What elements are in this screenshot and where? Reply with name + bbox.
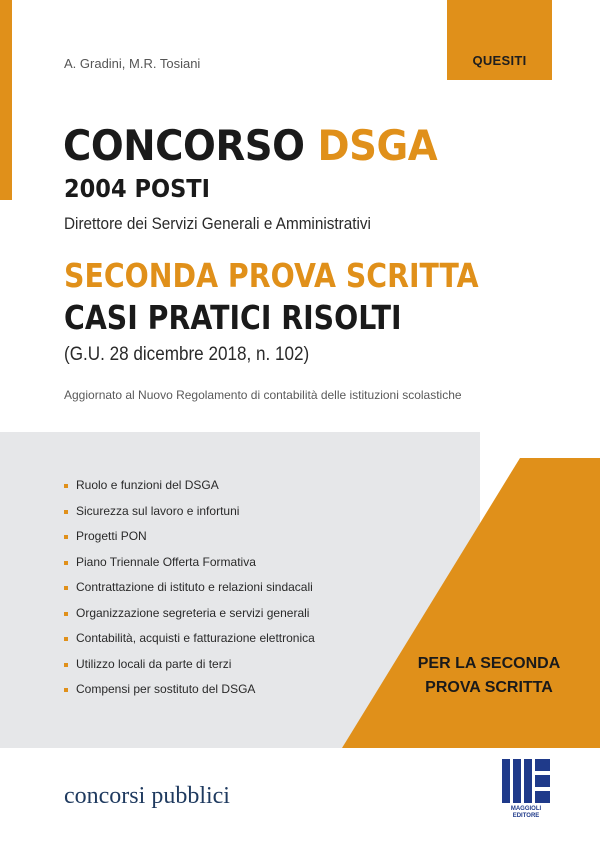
updated-note: Aggiornato al Nuovo Regolamento di contabilità delle istituzioni scolastiche: [64, 388, 462, 402]
subtitle-cases: CASI PRATICI RISOLTI: [64, 298, 402, 337]
bullet-icon: [64, 612, 68, 616]
topic-text: Contrattazione di istituto e relazioni sindacali: [76, 580, 313, 594]
authors: A. Gradini, M.R. Tosiani: [64, 56, 201, 71]
list-item: [64, 504, 315, 530]
publisher-name: [500, 806, 552, 820]
topic-text: Contabilità, acquisti e fatturazione elettronica: [76, 631, 315, 645]
list-item: [64, 631, 315, 657]
cta-text: [378, 652, 600, 700]
list-item: [64, 580, 315, 606]
publisher-logo-icon: [500, 757, 552, 805]
topic-text: Utilizzo locali da parte di terzi: [76, 656, 232, 671]
bullet-icon: [64, 535, 68, 539]
bullet-icon: [64, 561, 68, 565]
list-item: [64, 529, 315, 555]
brand-part-1: concorsi: [64, 783, 146, 809]
bullet-icon: [64, 484, 68, 488]
topic-text: Organizzazione segreteria e servizi generali: [76, 605, 310, 620]
bullet-icon: [64, 663, 68, 667]
cta-line-2: PROVA SCRITTA: [425, 679, 553, 696]
positions-count: 2004 POSTI: [64, 174, 211, 203]
role-description: Direttore dei Servizi Generali e Amministrativi: [64, 214, 371, 233]
series-label: QUESITI: [472, 53, 527, 68]
subtitle-exam: SECONDA PROVA SCRITTA: [64, 256, 479, 295]
gazette-reference: (G.U. 28 dicembre 2018, n. 102): [64, 344, 310, 365]
title-main: CONCORSO: [63, 121, 305, 170]
list-item: [64, 657, 315, 683]
title-accent: DSGA: [317, 121, 438, 170]
bullet-icon: [64, 510, 68, 514]
topic-text: Sicurezza sul lavoro e infortuni: [76, 503, 240, 518]
cta-line-1: PER LA SECONDA: [417, 655, 561, 672]
bullet-icon: [64, 637, 68, 641]
list-item: [64, 478, 315, 504]
brand-part-2: pubblici: [151, 783, 230, 809]
bullet-icon: [64, 688, 68, 692]
list-item: [64, 555, 315, 581]
series-brand: [64, 783, 230, 810]
topic-text: Compensi per sostituto del DSGA: [76, 682, 256, 696]
list-item: [64, 682, 315, 708]
topic-text: Piano Triennale Offerta Formativa: [76, 554, 256, 569]
list-item: [64, 606, 315, 632]
publisher-line-1: MAGGIOLI: [510, 806, 542, 812]
publisher-line-2: EDITORE: [512, 813, 540, 819]
topic-text: Ruolo e funzioni del DSGA: [76, 478, 219, 492]
bullet-icon: [64, 586, 68, 590]
topic-text: Progetti PON: [76, 529, 147, 543]
topics-list: [64, 478, 315, 708]
